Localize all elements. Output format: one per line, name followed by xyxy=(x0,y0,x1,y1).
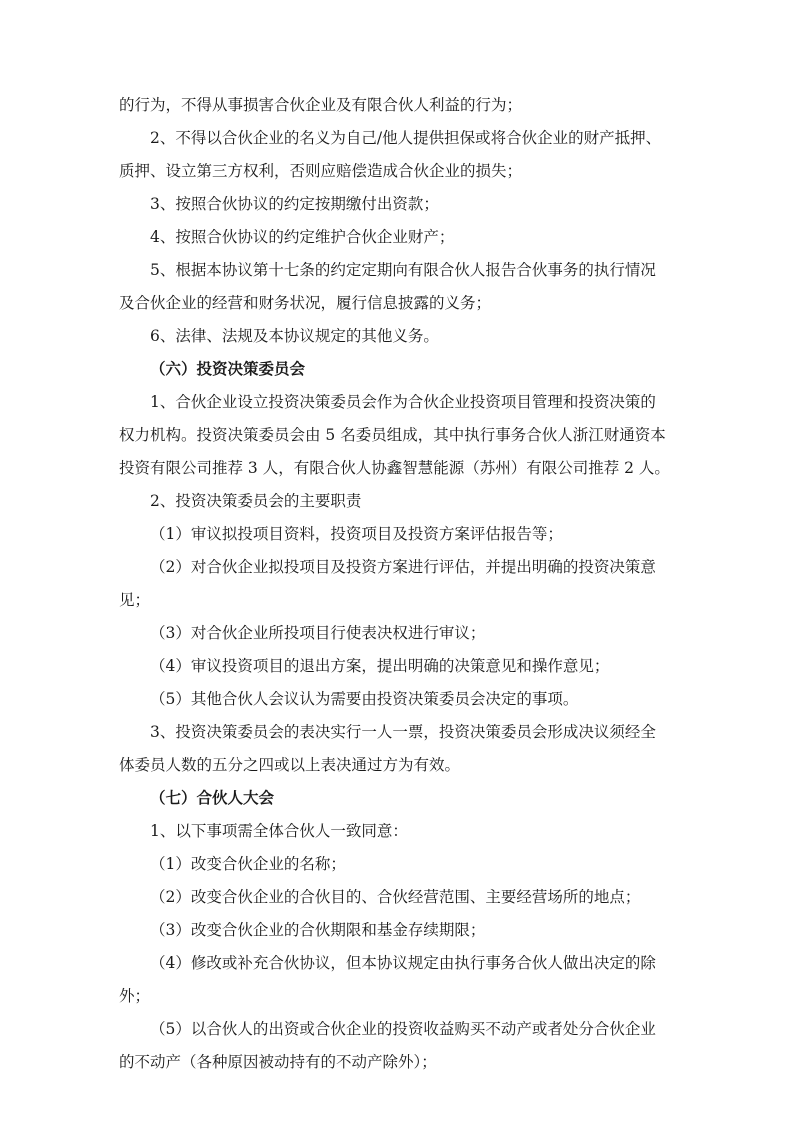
text-line: 体委员人数的五分之四或以上表决通过方为有效。 xyxy=(119,756,461,774)
text-line: 5、根据本协议第十七条的约定定期向有限合伙人报告合伙事务的执行情况 xyxy=(150,261,656,279)
section-heading: （六）投资决策委员会 xyxy=(150,360,306,378)
text-line: （2）对合伙企业拟投项目及投资方案进行评估，并提出明确的投资决策意 xyxy=(150,558,656,576)
text-line: 投资有限公司推荐 3 人，有限合伙人协鑫智慧能源（苏州）有限公司推荐 2 人。 xyxy=(119,459,670,477)
text-line: （3）对合伙企业所投项目行使表决权进行审议； xyxy=(150,624,486,642)
text-line: 2、不得以合伙企业的名义为自己/他人提供担保或将合伙企业的财产抵押、 xyxy=(150,129,662,147)
text-line: （1）审议拟投项目资料，投资项目及投资方案评估报告等； xyxy=(150,525,563,543)
text-line: 6、法律、法规及本协议规定的其他义务。 xyxy=(150,327,439,345)
text-line: （5）其他合伙人会议认为需要由投资决策委员会决定的事项。 xyxy=(150,690,579,708)
text-line: 及合伙企业的经营和财务状况，履行信息披露的义务； xyxy=(119,294,492,312)
text-line: 质押、设立第三方权利，否则应赔偿造成合伙企业的损失； xyxy=(119,162,523,180)
text-line: 3、按照合伙协议的约定按期缴付出资款； xyxy=(150,195,439,213)
text-line: 1、以下事项需全体合伙人一致同意： xyxy=(150,822,408,840)
text-line: 的行为，不得从事损害合伙企业及有限合伙人利益的行为； xyxy=(119,96,523,114)
text-line: （2）改变合伙企业的合伙目的、合伙经营范围、主要经营场所的地点； xyxy=(150,888,641,906)
text-line: （4）修改或补充合伙协议，但本协议规定由执行事务合伙人做出决定的除 xyxy=(150,954,656,972)
text-line: 2、投资决策委员会的主要职责 xyxy=(150,492,362,510)
text-line: 的不动产（各种原因被动持有的不动产除外）； xyxy=(119,1053,437,1071)
text-line: 1、合伙企业设立投资决策委员会作为合伙企业投资项目管理和投资决策的 xyxy=(150,393,656,411)
text-line: （5）以合伙人的出资或合伙企业的投资收益购买不动产或者处分合伙企业 xyxy=(150,1020,656,1038)
text-line: 3、投资决策委员会的表决实行一人一票，投资决策委员会形成决议须经全 xyxy=(150,723,656,741)
text-line: （4）审议投资项目的退出方案，提出明确的决策意见和操作意见； xyxy=(150,657,610,675)
text-line: 权力机构。投资决策委员会由 5 名委员组成，其中执行事务合伙人浙江财通资本 xyxy=(119,426,666,444)
text-line: 4、按照合伙协议的约定维护合伙企业财产； xyxy=(150,228,455,246)
text-line: （1）改变合伙企业的名称； xyxy=(150,855,346,873)
text-line: （3）改变合伙企业的合伙期限和基金存续期限； xyxy=(150,921,486,939)
text-line: 外； xyxy=(119,987,151,1005)
text-line: 见； xyxy=(119,591,151,609)
section-heading: （七）合伙人大会 xyxy=(150,789,275,807)
